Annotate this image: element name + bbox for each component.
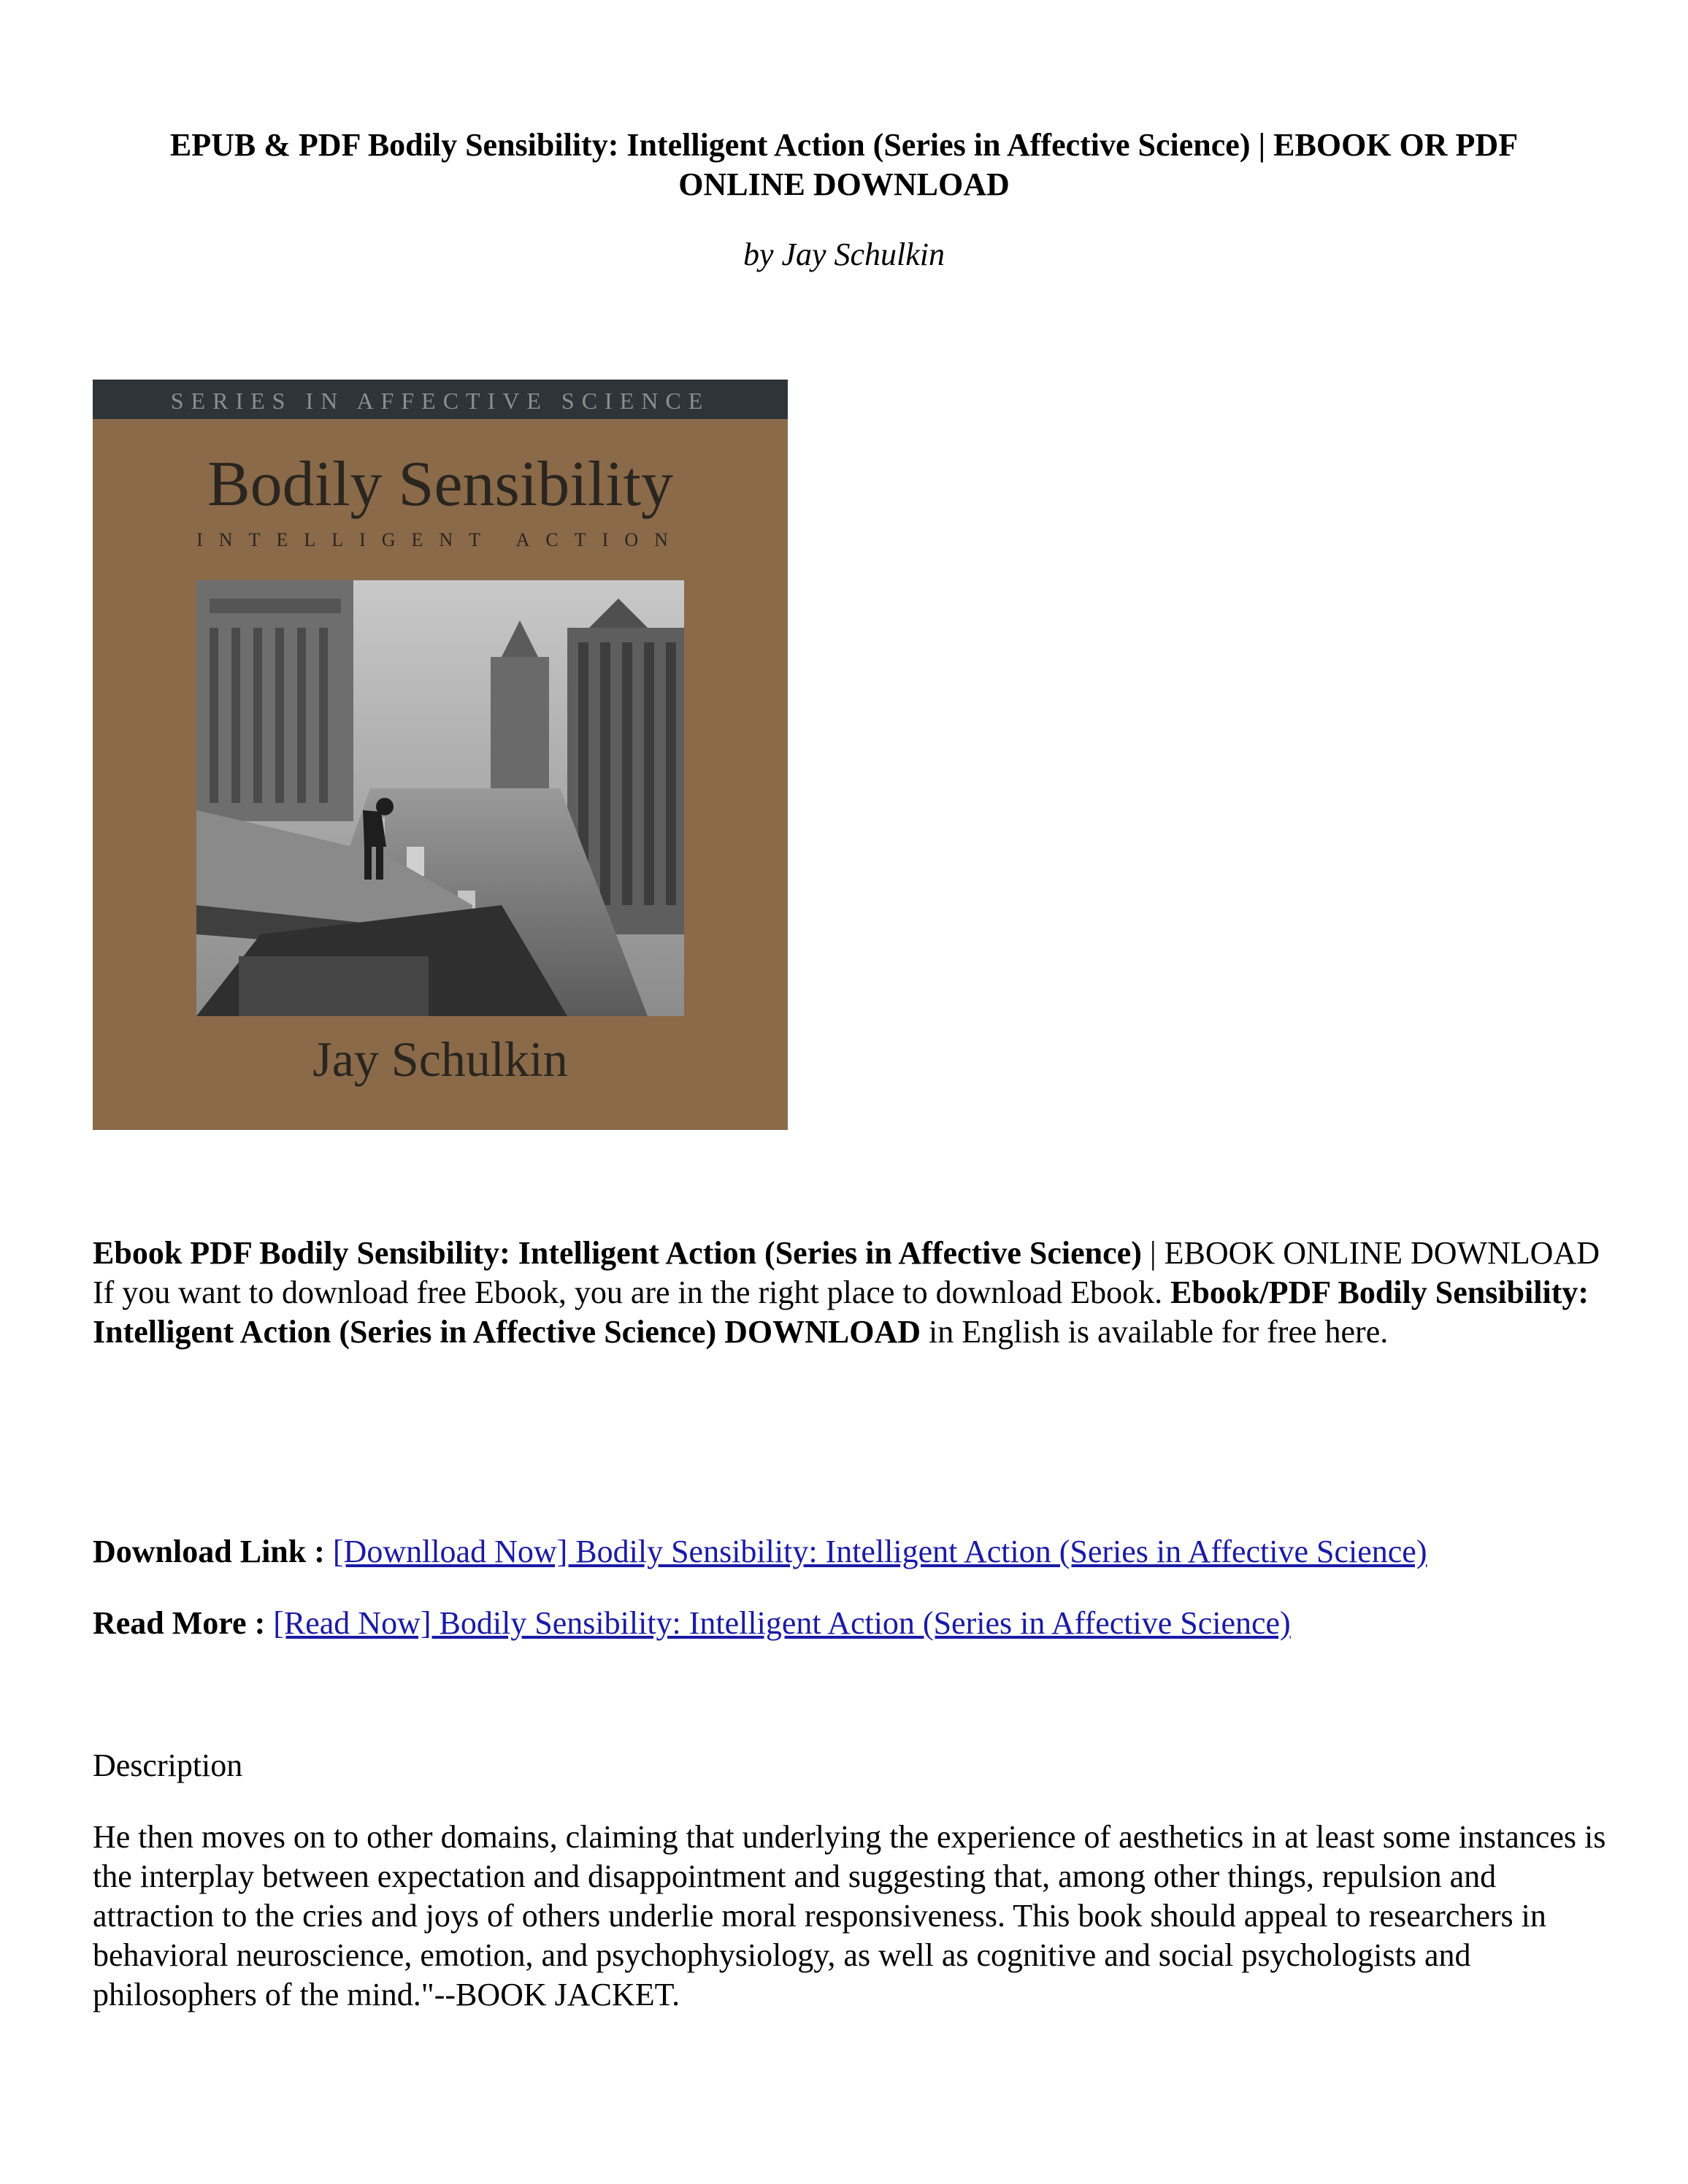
cover-subtitle: INTELLIGENT ACTION xyxy=(196,529,684,550)
intro-paragraph xyxy=(93,1234,1611,1352)
download-link-row xyxy=(93,1532,1611,1572)
cover-author: Jay Schulkin xyxy=(312,1031,568,1087)
intro-heading-bold: Ebook PDF Bodily Sensibility: Intelligent Action (Series in Affective Science) xyxy=(93,1235,1142,1271)
download-link-label: Download Link : xyxy=(93,1534,333,1569)
book-cover-image xyxy=(93,380,788,1130)
download-now-link[interactable]: [Downlload Now] Bodily Sensibility: Intelligent Action (Series in Affective Science) xyxy=(332,1534,1427,1569)
page-title: EPUB & PDF Bodily Sensibility: Intelligent Action (Series in Affective Science) | EBOOK OR PDF ONLINE DOWNLOAD xyxy=(169,127,1519,202)
intro-line-start: If you want to download free Ebook, you are in the right place to download Ebook. xyxy=(93,1274,1171,1310)
intro-heading-rest: | EBOOK ONLINE DOWNLOAD xyxy=(1141,1235,1600,1271)
read-more-label: Read More : xyxy=(93,1605,274,1641)
cover-photo xyxy=(196,580,684,1016)
intro-line-bold: Ebook/PDF Bodily Sensibility: Intelligent Action (Series in Affective Science) DOWNLOAD xyxy=(93,1274,1589,1350)
description-text: He then moves on to other domains, claiming that underlying the experience of aesthetics in at least some instances is the interplay between expectation and disappointment and suggesting that, among other things, repulsion and attraction to the cries and joys of others underlie moral responsiveness. This book should appeal to researchers in behavioral neuroscience, emotion, and psychophysiology, as well as cognitive and social psychologists and philosophers of the mind."--BOOK JACKET. xyxy=(93,1819,1606,2012)
cover-title: Bodily Sensibility xyxy=(207,449,674,520)
description-heading: Description xyxy=(93,1747,243,1783)
read-now-link[interactable]: [Read Now] Bodily Sensibility: Intelligent Action (Series in Affective Science) xyxy=(273,1605,1291,1641)
author-byline: by Jay Schulkin xyxy=(743,237,945,272)
cover-series-text: SERIES IN AFFECTIVE SCIENCE xyxy=(170,388,710,414)
intro-line-end: in English is available for free here. xyxy=(921,1314,1389,1350)
read-more-row xyxy=(93,1604,1611,1643)
